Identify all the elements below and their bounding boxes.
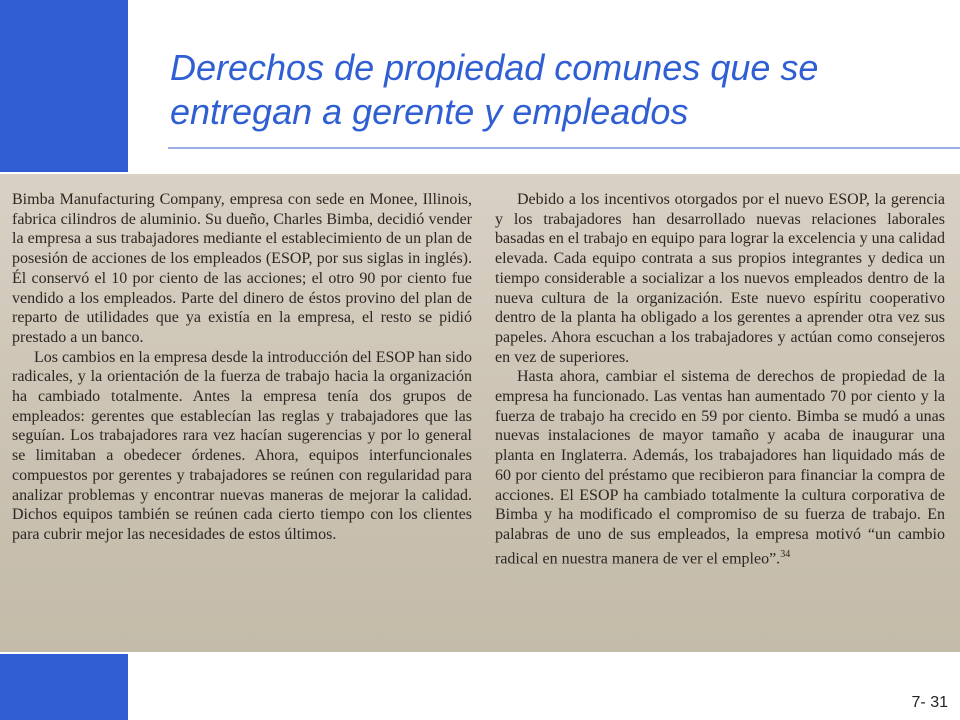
slide-title: Derechos de propiedad comunes que se entregan a gerente y empleados	[170, 47, 819, 132]
text-column-right	[495, 190, 945, 569]
right-paragraph-1: Debido a los incentivos otorgados por el nuevo ESOP, la gerencia y los trabajadores han desarrollado nuevas relaciones laborales basadas en el trabajo en equipo para lograr la excelencia y una calidad elevada. Cada equipo contrata a sus propios integrantes y dedica un tiempo considerable a socializar a los nuevos empleados dentro de la nueva cultura de la organización. Este nuevo espíritu cooperativo dentro de la planta ha obligado a los gerentes a aprender otra vez sus papeles. Ahora escuchan a los trabajadores y actúan como consejeros en vez de superiores.	[495, 191, 945, 366]
slide-number: 7- 31	[911, 694, 948, 711]
text-column-left	[12, 190, 472, 545]
left-paragraph-1: Bimba Manufacturing Company, empresa con sede en Monee, Illinois, fabrica cilindros de aluminio. Su dueño, Charles Bimba, decidió vender la empresa a sus trabajadores mediante el establecimiento de un plan de posesión de acciones de los empleados (ESOP, por sus siglas in inglés). Él conservó el 10 por ciento de las acciones; el otro 90 por ciento fue vendido a los empleados. Parte del dinero de éstos provino del plan de reparto de utilidades que ya existía en la empresa, el resto se pidió prestado a un banco.	[12, 191, 472, 346]
title-underline	[168, 147, 960, 149]
bar-divider-bottom	[0, 652, 128, 654]
footnote-reference: 34	[780, 548, 791, 560]
left-paragraph-2: Los cambios en la empresa desde la introducción del ESOP han sido radicales, y la orientación de la fuerza de trabajo hacia la organización ha cambiado totalmente. Antes la empresa tenía dos grupos de empleados: gerentes que establecían las reglas y trabajadores que las seguían. Los trabajadores rara vez hacían sugerencias y por lo general se limitaban a obedecer órdenes. Ahora, equipos interfuncionales compuestos por gerentes y trabajadores se reúnen con regularidad para analizar problemas y encontrar nuevas maneras de mejorar la calidad. Dichos equipos también se reúnen cada cierto tiempo con los clientes para cubrir mejor las necesidades de estos últimos.	[12, 348, 472, 543]
scanned-text-image	[0, 174, 960, 652]
title-area	[170, 46, 930, 134]
right-paragraph-2	[495, 367, 945, 568]
right-paragraph-2-text: Hasta ahora, cambiar el sistema de derechos de propiedad de la empresa ha funcionado. Las ventas han aumentado 70 por ciento y la fuerza de trabajo ha crecido en 59 por ciento. Bimba se mudó a unas nuevas instalaciones de mayor tamaño y acaba de inaugurar una planta en Inglaterra. Además, los trabajadores han liquidado más de 60 por ciento del préstamo que recibieron para financiar la compra de acciones. El ESOP ha cambiado totalmente la cultura corporativa de Bimba y ha modificado el compromiso de su fuerza de trabajo. En palabras de uno de sus empleados, la empresa motivó “un cambio radical en nuestra manera de ver el empleo”.	[495, 368, 945, 567]
